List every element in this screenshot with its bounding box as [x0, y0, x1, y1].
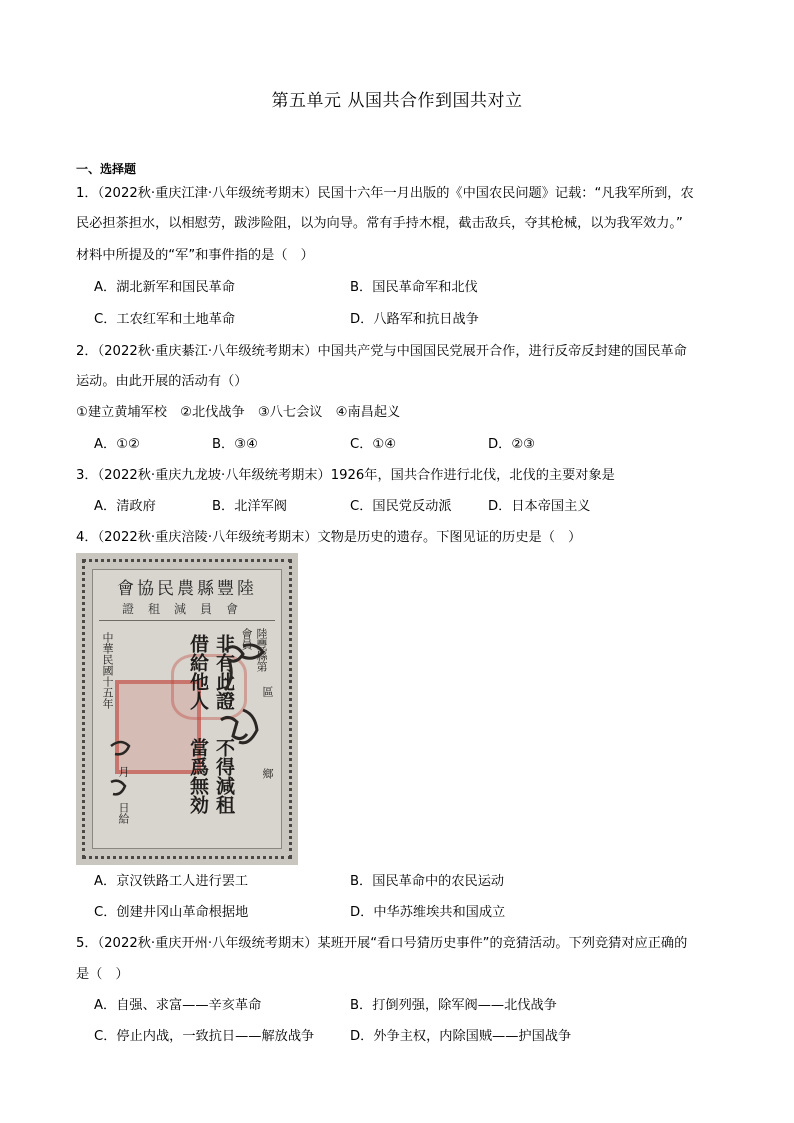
certificate-xiang-label: 鄉	[261, 768, 274, 779]
certificate-month-label: 月	[117, 766, 130, 777]
q5-option-c[interactable]: C．停止内战，一致抗日——解放战争	[94, 1029, 315, 1044]
q3-option-c[interactable]: C．国民党反动派	[350, 499, 452, 514]
q1-stem-line1: 1．（2022秋·重庆江津·八年级统考期末）民国十六年一月出版的《中国农民问题》记载：“凡我军所到，农	[76, 186, 694, 201]
page-title: 第五单元 从国共合作到国共对立	[271, 91, 523, 111]
handwriting-strokes	[93, 570, 281, 848]
certificate-member-column: 會員	[240, 628, 253, 650]
certificate-text-column-1: 非有此證	[213, 634, 235, 710]
q2-option-c[interactable]: C．①④	[350, 437, 397, 452]
q5-option-a[interactable]: A．自强、求富——辛亥革命	[94, 998, 262, 1013]
q3-option-d[interactable]: D．日本帝国主义	[488, 499, 591, 514]
rent-reduction-certificate-image	[76, 553, 298, 865]
certificate-text-column-4: 當爲無効	[187, 738, 209, 814]
certificate-subheader: 證租減員會	[121, 602, 252, 616]
q4-option-a[interactable]: A．京汉铁路工人进行罢工	[94, 874, 249, 889]
certificate-body	[92, 569, 282, 849]
certificate-header: 會協民農縣豐陸	[117, 579, 257, 599]
q1-option-c[interactable]: C．工农红军和土地革命	[94, 312, 236, 327]
certificate-text-column-2: 借給他人	[187, 634, 209, 710]
q2-stem-line2: 运动。由此开展的活动有（）	[76, 374, 248, 389]
q2-items: ①建立黄埔军校 ②北伐战争 ③八七会议 ④南昌起义	[76, 405, 401, 420]
certificate-day-label: 日給	[117, 802, 130, 824]
q4-option-b[interactable]: B．国民革命中的农民运动	[350, 874, 505, 889]
certificate-qu-label: 區	[261, 686, 274, 697]
q4-stem-line1: 4．（2022秋·重庆涪陵·八年级统考期末）文物是历史的遗存。下图见证的历史是（ ）	[76, 530, 582, 545]
q5-stem-line1: 5．（2022秋·重庆开州·八年级统考期末）某班开展“看口号猜历史事件”的竞猜活动。下列竞猜对应正确的	[76, 936, 688, 951]
q5-option-b[interactable]: B．打倒列强，除军阀——北伐战争	[350, 998, 557, 1013]
certificate-date-column: 中華民國十五年	[101, 632, 114, 709]
q1-stem-line3: 材料中所提及的“军”和事件指的是（ ）	[76, 248, 314, 263]
q1-option-a[interactable]: A．湖北新军和国民革命	[94, 280, 235, 295]
certificate-text-column-3: 不得減租	[213, 738, 235, 814]
q2-option-b[interactable]: B．③④	[212, 437, 258, 452]
q4-option-d[interactable]: D．中华苏维埃共和国成立	[350, 905, 506, 920]
q1-option-d[interactable]: D．八路军和抗日战争	[350, 312, 479, 327]
q1-option-b[interactable]: B．国民革命军和北伐	[350, 280, 478, 295]
q4-option-c[interactable]: C．创建井冈山革命根据地	[94, 905, 249, 920]
q5-stem-line2: 是（ ）	[76, 967, 129, 982]
q5-option-d[interactable]: D．外争主权，内除国贼——护国战争	[350, 1029, 572, 1044]
certificate-county-column: 陸豐縣第	[255, 628, 268, 672]
q2-option-d[interactable]: D．②③	[488, 437, 535, 452]
q2-stem-line1: 2．（2022秋·重庆綦江·八年级统考期末）中国共产党与中国国民党展开合作，进行反帝反封建的国民革命	[76, 344, 687, 359]
q1-stem-line2: 民必担茶担水，以相慰劳，跋涉险阻，以为向导。常有手持木棍，截击敌兵，夺其枪械，以为我军效力。”	[76, 216, 683, 231]
q2-option-a[interactable]: A．①②	[94, 437, 140, 452]
q3-stem-line1: 3．（2022秋·重庆九龙坡·八年级统考期末）1926年，国共合作进行北伐，北伐的主要对象是	[76, 468, 615, 483]
q3-option-a[interactable]: A．清政府	[94, 499, 156, 514]
q3-option-b[interactable]: B．北洋军阀	[212, 499, 287, 514]
section-heading: 一、选择题	[76, 162, 137, 176]
